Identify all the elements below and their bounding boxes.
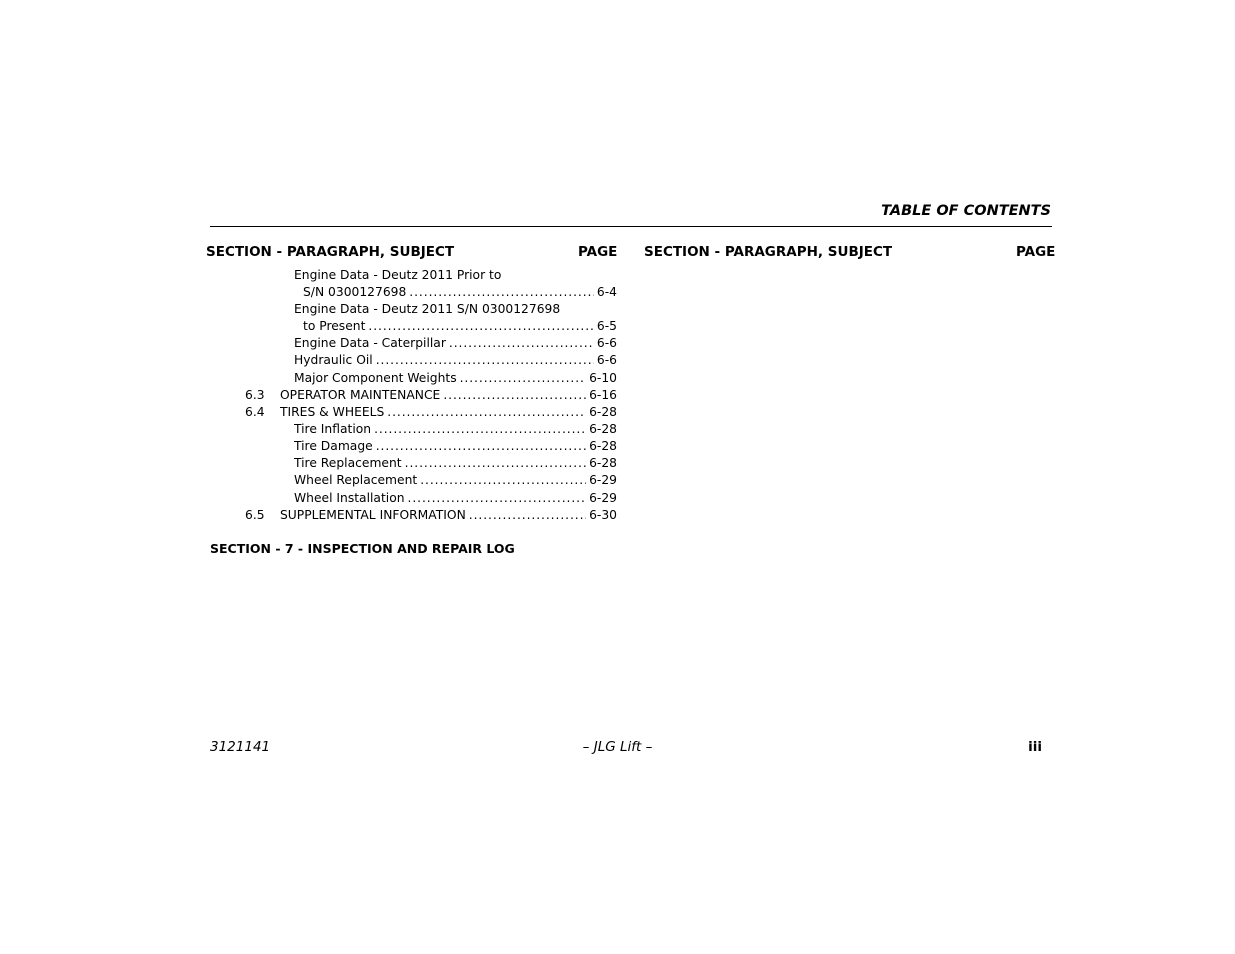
toc-entry-page: 6-28 <box>586 438 617 455</box>
dot-leader <box>368 319 617 333</box>
toc-entry-label: to Present <box>303 319 368 333</box>
dot-leader <box>409 285 617 299</box>
toc-entry-label: Tire Replacement <box>294 456 405 470</box>
toc-entry-page: 6-4 <box>594 284 617 301</box>
right-column-page-header: PAGE <box>1016 244 1056 260</box>
toc-entry-label: Tire Inflation <box>294 422 374 436</box>
toc-entry[interactable] <box>294 490 617 507</box>
toc-entry[interactable] <box>245 404 617 421</box>
footer-doc-number: 3121141 <box>210 739 271 755</box>
footer-publisher: – JLG Lift – <box>582 739 653 755</box>
toc-entry[interactable] <box>294 438 617 455</box>
section-heading[interactable]: SECTION - 7 - INSPECTION AND REPAIR LOG <box>210 541 515 556</box>
toc-entry-page: 6-5 <box>594 318 617 335</box>
toc-entry-page: 6-30 <box>586 507 617 524</box>
left-column-subject-header: SECTION - PARAGRAPH, SUBJECT <box>206 244 455 260</box>
toc-entry[interactable] <box>303 318 617 335</box>
toc-entry-page: 6-16 <box>586 387 617 404</box>
right-column-subject-header: SECTION - PARAGRAPH, SUBJECT <box>644 244 893 260</box>
toc-entry-label: Wheel Replacement <box>294 473 420 487</box>
toc-entry[interactable] <box>294 455 617 472</box>
toc-entry-page: 6-28 <box>586 404 617 421</box>
toc-entry[interactable] <box>294 472 617 489</box>
toc-entry-number: 6.4 <box>245 405 265 419</box>
left-column-page-header: PAGE <box>578 244 618 260</box>
toc-entry-page: 6-29 <box>586 490 617 507</box>
dot-leader <box>374 422 617 436</box>
header-rule <box>210 226 1052 227</box>
toc-entry[interactable] <box>245 387 617 404</box>
toc-entry-label: Tire Damage <box>294 439 376 453</box>
toc-entry-label: Engine Data - Deutz 2011 S/N 0300127698 <box>294 302 563 316</box>
toc-entry[interactable] <box>245 507 617 524</box>
toc-entry-page: 6-6 <box>594 335 617 352</box>
toc-entry-page: 6-28 <box>586 455 617 472</box>
toc-entry-page: 6-29 <box>586 472 617 489</box>
footer-page-number: iii <box>1028 739 1042 755</box>
toc-entry-label: Hydraulic Oil <box>294 353 376 367</box>
toc-entry[interactable] <box>294 301 617 318</box>
toc-entry-page: 6-10 <box>586 370 617 387</box>
toc-entry[interactable] <box>294 370 617 387</box>
toc-entry-label: Wheel Installation <box>294 491 408 505</box>
toc-entry[interactable] <box>303 284 617 301</box>
toc-entry-label: Engine Data - Caterpillar <box>294 336 449 350</box>
toc-entry-label: Major Component Weights <box>294 371 460 385</box>
dot-leader <box>387 405 617 419</box>
dot-leader <box>449 336 617 350</box>
toc-entry-number: 6.3 <box>245 388 265 402</box>
toc-entry[interactable] <box>294 352 617 369</box>
toc-entry-label: TIRES & WHEELS <box>280 405 387 419</box>
toc-entry-label: S/N 0300127698 <box>303 285 409 299</box>
toc-entry[interactable] <box>294 421 617 438</box>
toc-entry-number: 6.5 <box>245 508 265 522</box>
toc-entry-label: Engine Data - Deutz 2011 Prior to <box>294 268 504 282</box>
toc-entry-label: SUPPLEMENTAL INFORMATION <box>280 508 469 522</box>
dot-leader <box>376 353 617 367</box>
toc-entry[interactable] <box>294 267 617 284</box>
toc-entry-page: 6-28 <box>586 421 617 438</box>
toc-entry-page: 6-6 <box>594 352 617 369</box>
dot-leader <box>376 439 617 453</box>
toc-entry[interactable] <box>294 335 617 352</box>
toc-entry-label: OPERATOR MAINTENANCE <box>280 388 443 402</box>
page-title: TABLE OF CONTENTS <box>881 203 1051 219</box>
